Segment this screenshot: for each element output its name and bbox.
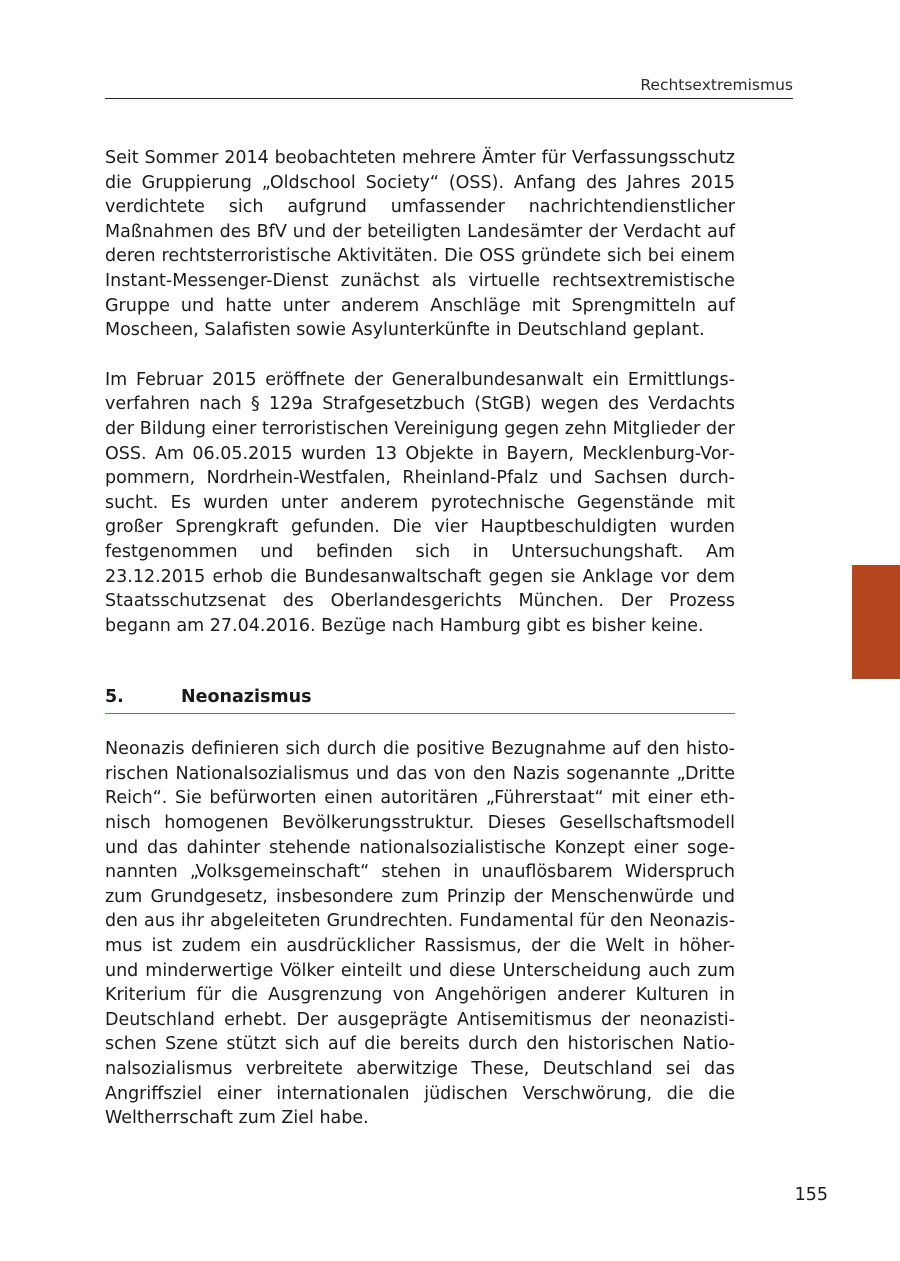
section-number: 5.: [105, 687, 124, 708]
section-title: Neonazismus: [181, 687, 312, 708]
body-paragraph-1: Seit Sommer 2014 beobachteten mehrere Ämter für Verfassungsschutz die Gruppierung „Oldschool Society“ (OSS). Anfang des Jahres 2015 verdichtete sich aufgrund umfassender nachrichtendienstlicher Maßnahmen des BfV und der beteiligten Landesämter der Verdacht auf deren rechtsterroristische Aktivitäten. Die OSS gründete sich bei einem Instant-Messenger-Dienst zunächst als virtuelle rechtsextremistische Gruppe und hatte unter anderem Anschläge mit Sprengmitteln auf Moscheen, Salafisten sowie Asylunterkünfte in Deutschland geplant.: [105, 148, 735, 341]
header-rule: [105, 98, 793, 99]
body-paragraph-2: Im Februar 2015 eröffnete der Generalbundesanwalt ein Ermittlungsverfahren nach § 129a Strafgesetzbuch (StGB) wegen des Verdachts der Bildung einer terroristischen Vereinigung gegen zehn Mitglieder der OSS. Am 06.05.2015 wurden 13 Objekte in Bayern, Mecklenburg-Vorpommern, Nordrhein-Westfalen, Rheinland-Pfalz und Sachsen durchsucht. Es wurden unter anderem pyrotechnische Gegenstände mit großer Sprengkraft gefunden. Die vier Hauptbeschuldigten wurden festgenommen und befinden sich in Untersuchungshaft. Am 23.12.2015 erhob die Bundesanwaltschaft gegen sie Anklage vor dem Staatsschutzsenat des Oberlandesgerichts München. Der Prozess begann am 27.04.2016. Bezüge nach Hamburg gibt es bisher keine.: [105, 369, 735, 636]
running-header-title: Rechtsextremismus: [640, 76, 793, 94]
section-paragraph: Neonazis definieren sich durch die positive Bezugnahme auf den historischen Nationalsozialismus und das von den Nazis sogenannte „Dritte Reich“. Sie befürworten einen autoritären „Führerstaat“ mit einer ethnisch homogenen Bevölkerungsstruktur. Dieses Gesellschaftsmodell und das dahinter stehende nationalsozialistische Konzept einer sogenannten „Volksgemeinschaft“ stehen in unauflösbarem Widerspruch zum Grundgesetz, insbesondere zum Prinzip der Menschenwürde und den aus ihr abgeleiteten Grundrechten. Fundamental für den Neonazismus ist zudem ein ausdrücklicher Rassismus, der die Welt in höher- und minderwertige Völker einteilt und diese Unterscheidung auch zum Kriterium für die Ausgrenzung von Angehörigen anderer Kulturen in Deutschland erhebt. Der ausgeprägte Antisemitismus der neonazistischen Szene stützt sich auf die bereits durch den historischen Nationalsozialismus verbreitete aberwitzige These, Deutschland sei das Angriffsziel einer internationalen jüdischen Verschwörung, die die Weltherrschaft zum Ziel habe.: [105, 739, 735, 1129]
section-heading: [105, 685, 735, 714]
chapter-side-tab: [852, 565, 900, 679]
page-number: 155: [794, 1185, 828, 1205]
page-content: [105, 146, 735, 1131]
